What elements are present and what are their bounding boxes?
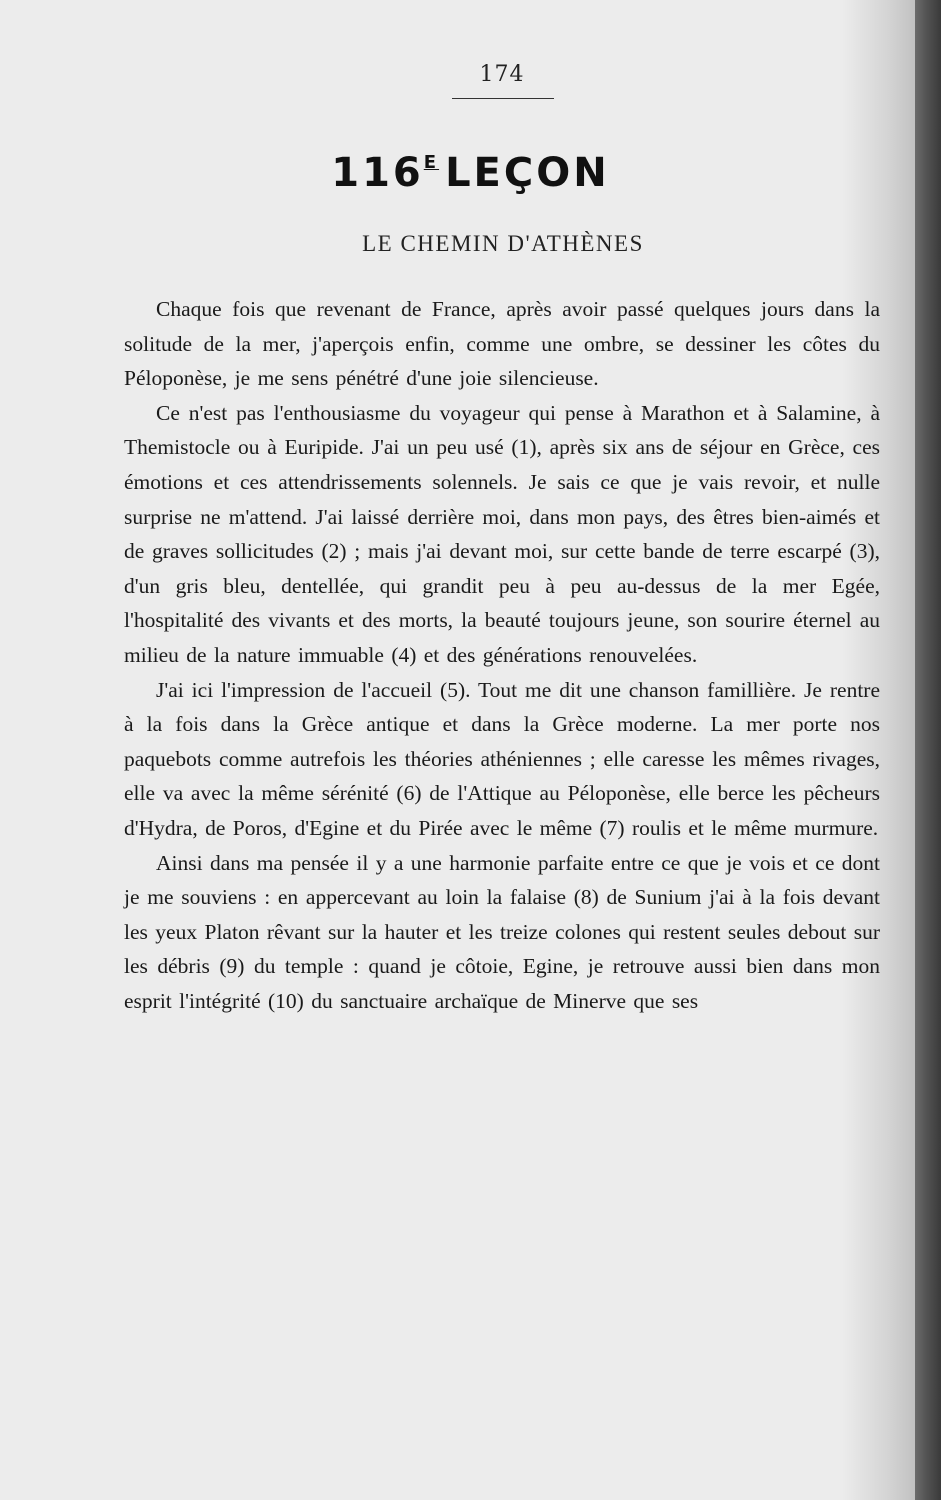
body-text [124, 292, 880, 1018]
paragraph: J'ai ici l'impression de l'accueil (5). Tout me dit une chanson famillière. Je rentre à la fois dans la Grèce antique et dans la Grèce moderne. La mer porte nos paquebots comme autrefois les théories athéniennes ; elle caresse les mêmes rivages, elle va avec la même sérénité (6) de l'Attique au Péloponèse, elle berce les pêcheurs d'Hydra, de Poros, d'Egine et du Pirée avec le même (7) roulis et le même murmure. [124, 677, 880, 840]
paragraph: Chaque fois que revenant de France, après avoir passé quelques jours dans la solitude de la mer, j'aperçois enfin, comme une ombre, se dessiner les côtes du Péloponèse, je me sens pénétré d'une joie silencieuse. [124, 297, 880, 391]
lesson-title [0, 150, 941, 196]
book-binding-edge [915, 0, 941, 1500]
paragraph: Ainsi dans ma pensée il y a une harmonie parfaite entre ce que je vois et ce dont je me souviens : en appercevant au loin la falaise (8) de Sunium j'ai à la fois devant les yeux Platon rêvant sur la hauter et les treize colones qui restent seules debout sur les débris (9) du temple : quand je côtoie, Egine, je retrouve aussi bien dans mon esprit l'intégrité (10) du sanctuaire archaïque de Minerve que ses [124, 850, 880, 1013]
lesson-ordinal: E [423, 152, 440, 173]
page-number: 174 [479, 62, 525, 87]
page-number-rule [452, 98, 554, 99]
chapter-title: LE CHEMIN D'ATHÈNES [362, 231, 644, 256]
paragraph: Ce n'est pas l'enthousiasme du voyageur qui pense à Marathon et à Salamine, à Themistocle ou à Euripide. J'ai un peu usé (1), après six ans de séjour en Grèce, ces émotions et ces attendrissements solennels. Je sais ce que je vais revoir, et nulle surprise ne m'attend. J'ai laissé derrière moi, dans mon pays, des êtres bien-aimés et de graves sollicitudes (2) ; mais j'ai devant moi, sur cette bande de terre escarpé (3), d'un gris bleu, dentellée, qui grandit peu à peu au-dessus de la mer Egée, l'hospitalité des vivants et des morts, la beauté toujours jeune, son sourire éternel au milieu de la nature immuable (4) et des générations renouvelées. [124, 400, 880, 667]
lesson-number: 116 [331, 150, 424, 196]
lesson-word: LEÇON [445, 150, 610, 196]
